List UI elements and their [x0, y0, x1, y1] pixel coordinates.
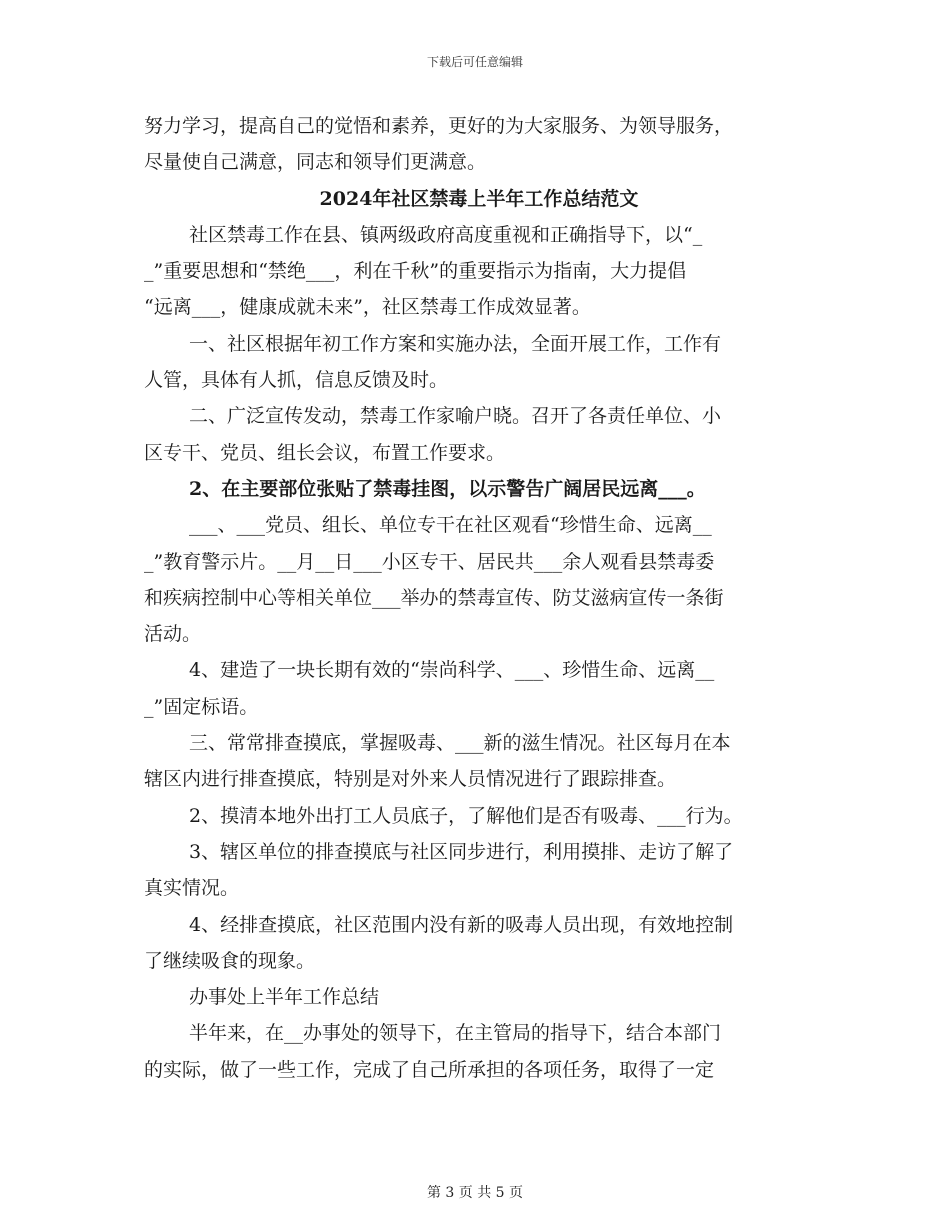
text-line: 半年来，在__办事处的领导下，在主管局的指导下，结合本部门 — [189, 1022, 722, 1045]
text-line: 区专干、党员、组长会议，布置工作要求。 — [144, 441, 506, 464]
text-line: “远离___，健康成就未来”，社区禁毒工作成效显著。 — [144, 296, 591, 319]
text-line: 辖区内进行排查摸底，特别是对外来人员情况进行了跟踪排查。 — [144, 768, 677, 791]
text-line: 活动。 — [144, 623, 202, 646]
text-line: 努力学习，提高自己的觉悟和素养，更好的为大家服务、为领导服务， — [144, 115, 734, 137]
text-line: _”重要思想和“禁绝___，利在千秋”的重要指示为指南，大力提倡 — [144, 260, 687, 283]
text-line: 了继续吸食的现象。 — [144, 949, 316, 972]
text-line: 3、辖区单位的排查摸底与社区同步进行，利用摸排、走访了解了 — [189, 840, 734, 863]
text-line: 的实际，做了一些工作，完成了自己所承担的各项任务，取得了一定 — [144, 1058, 715, 1081]
text-line: 二、广泛宣传发动，禁毒工作家喻户晓。召开了各责任单位、小 — [189, 405, 722, 428]
text-line: 4、经排查摸底，社区范围内没有新的吸毒人员出现，有效地控制 — [189, 913, 734, 936]
text-line: 社区禁毒工作在县、镇两级政府高度重视和正确指导下，以“_ — [189, 223, 703, 246]
page-header: 下载后可任意编辑 — [426, 55, 523, 69]
text-line: ___、___党员、组长、单位专干在社区观看“珍惜生命、远离__ — [189, 514, 712, 537]
bold-text-line: 2、在主要部位张贴了禁毒挂图，以示警告广阔居民远离___。 — [189, 477, 706, 500]
text-line: _”教育警示片。__月__日___小区专干、居民共___余人观看县禁毒委 — [144, 550, 715, 573]
text-line: 人管，具体有人抓，信息反馈及时。 — [144, 369, 449, 392]
text-line: 2、摸清本地外出打工人员底子，了解他们是否有吸毒、___行为。 — [189, 804, 743, 827]
section-title: 2024年社区禁毒上半年工作总结范文 — [319, 187, 639, 210]
text-line: 三、常常排查摸底，掌握吸毒、___新的滋生情况。社区每月在本 — [189, 732, 731, 755]
text-line: 和疾病控制中心等相关单位___举办的禁毒宣传、防艾滋病宣传一条街 — [144, 586, 724, 609]
subsection-heading: 办事处上半年工作总结 — [189, 986, 380, 1009]
text-line: 4、建造了一块长期有效的“崇尚科学、___、珍惜生命、远离__ — [189, 659, 715, 682]
text-line: _”固定标语。 — [144, 695, 259, 718]
text-line: 真实情况。 — [144, 877, 240, 900]
document-body — [144, 108, 814, 1088]
page-number-footer: 第 3 页 共 5 页 — [426, 1185, 524, 1201]
text-line: 尽量使自己满意，同志和领导们更满意。 — [144, 151, 487, 174]
text-line: 一、社区根据年初工作方案和实施办法，全面开展工作，工作有 — [189, 332, 722, 355]
